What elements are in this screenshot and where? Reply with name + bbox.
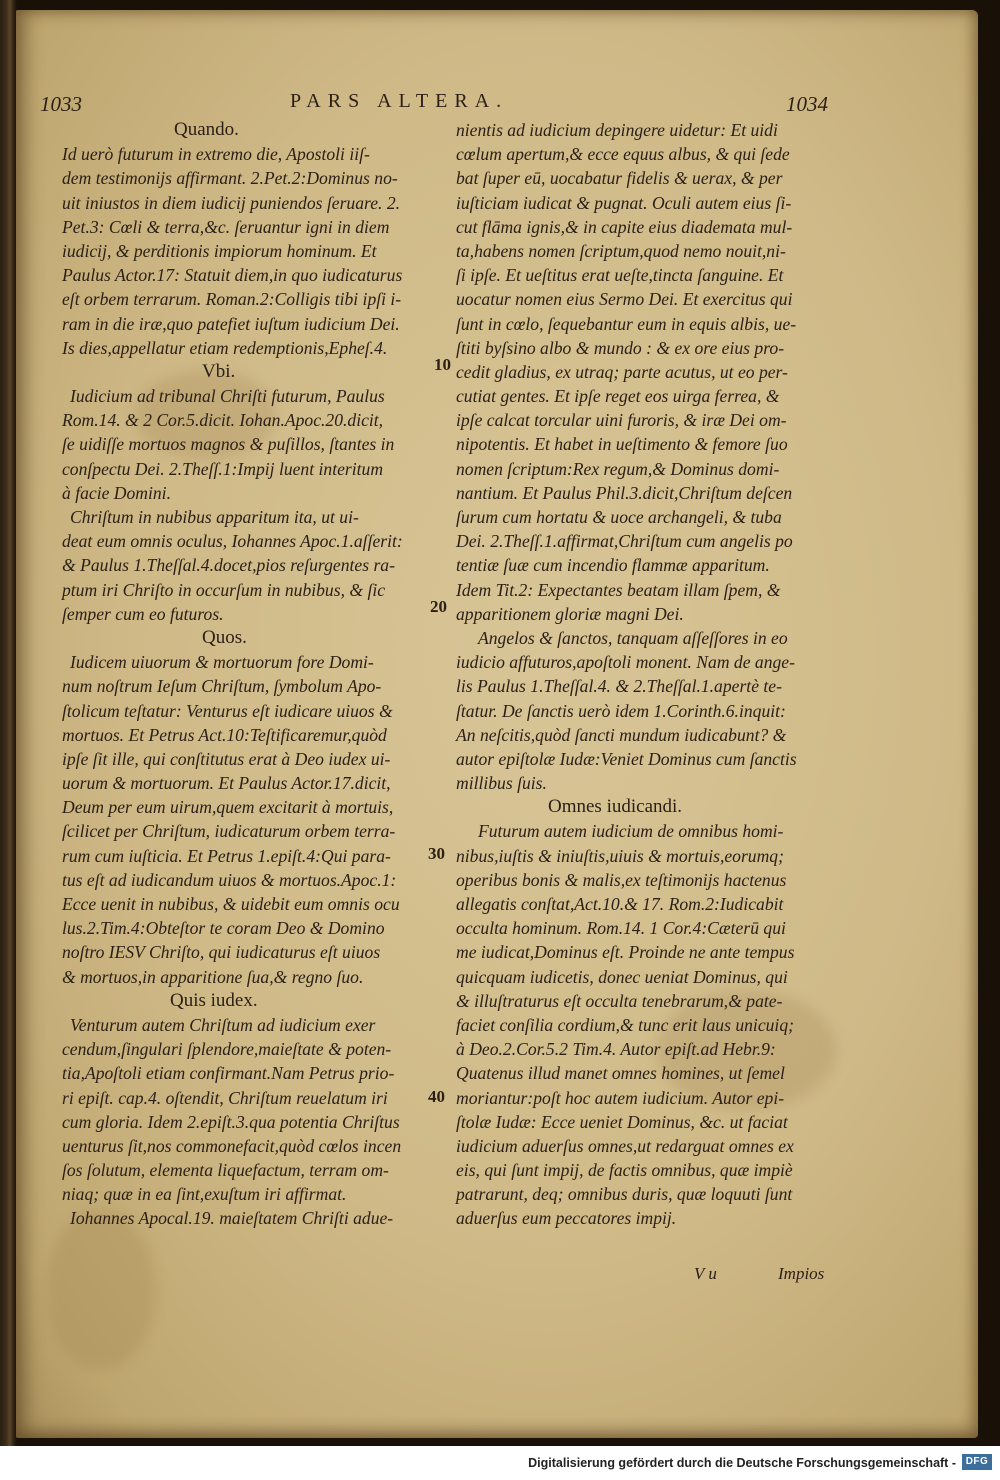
text-line: Deum per eum uirum,quem excitarit à mortuis,: [62, 797, 394, 818]
section-heading-text: Quis iudex.: [170, 989, 258, 1011]
text-line: Rom.14. & 2 Cor.5.dicit. Iohan.Apoc.20.dicit,: [62, 410, 384, 431]
text-line: cœlum apertum,& ecce equus albus, & qui ſede: [456, 144, 790, 165]
text-line: Pet.3: Cœli & terra,&c. ſeruantur igni in diem: [62, 216, 390, 237]
text-line: noſtro IESV Chriſto, qui iudicaturus eſt uiuos: [62, 942, 381, 963]
section-heading: [456, 795, 836, 819]
dfg-logo: DFG: [962, 1454, 992, 1470]
text-line: faciet conſilia cordium,& tunc erit laus unicuiq;: [456, 1014, 794, 1035]
line-number: 20: [430, 597, 447, 616]
text-line: millibus ſuis.: [456, 773, 547, 794]
line-number: 30: [428, 844, 445, 863]
text-line: Iudicium ad tribunal Chriſti futurum, Paulus: [70, 386, 385, 407]
text-line: nibus,iuſtis & iniuſtis,uiuis & mortuis,eorumq;: [456, 845, 784, 866]
text-line: nipotentis. Et habet in ueſtimento & femore ſuo: [456, 434, 788, 455]
text-line: Venturum autem Chriſtum ad iudicium exer: [70, 1014, 376, 1035]
text-line: eis, qui ſunt impij, de factis omnibus, quæ impiè: [456, 1160, 793, 1181]
text-line: ſcilicet per Chriſtum, iudicaturum orbem terra-: [62, 821, 396, 842]
text-line: nantium. Et Paulus Phil.3.dicit,Chriſtum deſcen: [456, 482, 793, 503]
section-heading: [62, 989, 430, 1013]
text-line: uit iniustos in diem iudicij puniendos ſeruare. 2.: [62, 192, 401, 213]
text-line: me iudicat,Dominus eſt. Proinde ne ante tempus: [456, 942, 795, 963]
text-line: cendum,ſingulari ſplendore,maieſtate & poten-: [62, 1039, 392, 1060]
text-line: ſtolicum teſtatur: Venturus eſt iudicare uiuos &: [62, 700, 393, 721]
text-line: autor epiſtolæ Iudæ:Veniet Dominus cum ſanctis: [456, 748, 797, 769]
section-heading-text: Vbi.: [202, 360, 236, 382]
text-line: rum cum iuſticia. Et Petrus 1.epiſt.4:Qui para-: [62, 845, 391, 866]
text-line: Chriſtum in nubibus apparitum ita, ut ui-: [70, 507, 359, 527]
page-number-right: 1034: [786, 92, 828, 116]
text-line: ſtatur. De ſanctis uerò idem 1.Corinth.6.inquit:: [456, 700, 786, 721]
signature-mark: V u: [694, 1264, 717, 1283]
text-line: iudicij, & perditionis impiorum hominum. Et: [62, 240, 377, 261]
text-line: num noſtrum Ieſum Chriſtum, ſymbolum Apo-: [62, 676, 382, 697]
text-line: bat ſuper eū, uocabatur fidelis & uerax, & per: [456, 168, 783, 189]
text-line: deat eum omnis oculus, Iohannes Apoc.1.aſſerit:: [62, 531, 403, 552]
text-line: uocatur nomen eius Sermo Dei. Et exercitus qui: [456, 289, 793, 310]
text-line: lis Paulus 1.Theſſal.4. & 2.Theſſal.1.apertè te-: [456, 676, 782, 697]
text-line: ſunt in cœlo, ſequebantur eum in equis albis, ue-: [456, 313, 797, 334]
text-line: ſemper cum eo futuros.: [62, 603, 224, 624]
text-line: Angelos & ſanctos, tanquam aſſeſſores in eo: [478, 627, 788, 648]
text-line: Iohannes Apocal.19. maieſtatem Chriſti adue-: [70, 1208, 394, 1229]
text-line: Id uerò futurum in extremo die, Apostoli iiſ-: [62, 144, 370, 165]
text-line: à facie Domini.: [62, 482, 171, 503]
text-line: quicquam iudicetis, donec ueniat Dominus, qui: [456, 966, 788, 987]
text-line: ſtolæ Iudæ: Ecce ueniet Dominus, &c. ut faciat: [456, 1111, 788, 1132]
text-line: cutiat gentes. Et ipſe reget eos uirga ferrea, &: [456, 386, 780, 407]
text-line: conſpectu Dei. 2.Theſſ.1:Impij luent interitum: [62, 458, 384, 479]
text-line: Dei. 2.Theſſ.1.affirmat,Chriſtum cum angelis po: [456, 531, 793, 552]
text-line: eſt orbem terrarum. Roman.2:Colligis tibi ipſi i-: [62, 289, 402, 310]
text-line: cedit gladius, ex utraq; parte acutus, ut eo per-: [456, 361, 788, 382]
text-line: iudicium aduerſus omnes,ut redarguat omnes ex: [456, 1135, 794, 1156]
text-line: An neſcitis,quòd ſancti mundum iudicabunt? &: [456, 724, 787, 745]
text-line: Idem Tit.2: Expectantes beatam illam ſpem, &: [456, 579, 781, 600]
text-line: ſe uidiſſe mortuos magnos & puſillos, ſtantes in: [62, 434, 395, 455]
text-line: ſtiti byſsino albo & mundo : & ex ore eius pro-: [456, 337, 785, 358]
text-line: Futurum autem iudicium de omnibus homi-: [478, 821, 784, 842]
text-line: apparitionem gloriæ magni Dei.: [456, 603, 684, 624]
text-line: tentiæ ſuæ cum incendio flammæ apparitum.: [456, 555, 770, 576]
section-heading-text: Quos.: [202, 626, 247, 648]
text-line: ri epiſt. cap.4. oſtendit, Chriſtum reuelatum iri: [62, 1087, 388, 1108]
text-line: Paulus Actor.17: Statuit diem,in quo iudicaturus: [62, 265, 403, 286]
text-line: & mortuos,in apparitione ſua,& regno ſuo.: [62, 966, 364, 987]
catchword: Impios: [778, 1264, 825, 1283]
line-number: 10: [434, 355, 451, 374]
left-column: [62, 118, 430, 1231]
paper-stain: [46, 1210, 156, 1370]
running-title: PARS ALTERA.: [290, 90, 509, 112]
text-line: tus eſt ad iudicandum uiuos & mortuos.Apoc.1:: [62, 869, 397, 890]
text-line: uorum & mortuorum. Et Paulus Actor.17.dicit,: [62, 773, 391, 794]
text-line: nomen ſcriptum:Rex regum,& Dominus domi-: [456, 458, 780, 479]
text-line: iudicio affuturos,apoſtoli monent. Nam de ange-: [456, 652, 795, 673]
text-line: mortuos. Et Petrus Act.10:Teſtificaremur,quòd: [62, 724, 387, 745]
text-line: ſurum cum hortatu & uoce archangeli, & tuba: [456, 507, 782, 527]
text-line: Quatenus illud manet omnes homines, ut ſemel: [456, 1063, 785, 1084]
text-line: ram in die iræ,quo patefiet iuſtum iudicium Dei.: [62, 313, 400, 334]
text-line: ta,habens nomen ſcriptum,quod nemo nouit,ni-: [456, 240, 786, 261]
line-number: 40: [428, 1087, 445, 1106]
text-line: dem testimonijs affirmant. 2.Pet.2:Dominus no-: [62, 168, 398, 189]
text-line: tia,Apoſtoli etiam confirmant.Nam Petrus prio-: [62, 1063, 395, 1084]
text-line: operibus bonis & malis,ex teſtimonijs hactenus: [456, 869, 787, 890]
text-line: ipſe calcat torcular uini furoris, & iræ Dei om-: [456, 410, 787, 431]
text-line: & illuſtraturus eſt occulta tenebrarum,& pate-: [456, 990, 783, 1011]
text-line: ſi ipſe. Et ueſtitus erat ueſte,tincta ſanguine. Et: [456, 265, 784, 286]
footer-credit: Digitalisierung gefördert durch die Deutsche Forschungsgemeinschaft -: [528, 1456, 956, 1470]
text-line: ptum iri Chriſto in occurſum in nubibus, & ſic: [62, 579, 386, 600]
text-line: nientis ad iudicium depingere uidetur: Et uidi: [456, 120, 778, 140]
text-line: ipſe ſit ille, qui conſtitutus erat à Deo iudex ui-: [62, 748, 391, 769]
digitization-footer: [0, 1446, 1000, 1480]
text-line: aduerſus eum peccatores impij.: [456, 1208, 677, 1229]
text-line: patrarunt, deq; omnibus duris, quæ loquuti ſunt: [456, 1184, 793, 1205]
text-line: Iudicem uiuorum & mortuorum fore Domi-: [70, 652, 374, 673]
page-number-left: 1033: [40, 92, 82, 116]
text-line: & Paulus 1.Theſſal.4.docet,pios reſurgentes ra-: [62, 555, 395, 576]
text-line: Ecce uenit in nubibus, & uidebit eum omnis ocu: [62, 894, 400, 914]
text-line: allegatis conſtat,Act.10.& 17. Rom.2:Iudicabit: [456, 894, 784, 914]
text-line: uenturus ſit,nos commonefacit,quòd cœlos incen: [62, 1135, 402, 1156]
text-line: Is dies,appellatur etiam redemptionis,Epheſ.4.: [62, 337, 388, 358]
section-heading: [62, 118, 430, 142]
section-heading-text: Omnes iudicandi.: [548, 796, 683, 818]
right-column: [456, 118, 836, 1231]
section-heading: [62, 626, 430, 650]
text-line: cum gloria. Idem 2.epiſt.3.qua potentia Chriſtus: [62, 1111, 400, 1132]
text-line: iuſticiam iudicat & pugnat. Oculi autem eius ſi-: [456, 192, 792, 213]
text-line: niaq; quæ in ea ſint,exuſtum iri affirmat.: [62, 1184, 347, 1205]
section-heading-text: Quando.: [174, 119, 239, 140]
text-line: ſos ſolutum, elementa liquefactum, terram om-: [62, 1160, 389, 1181]
text-line: cut flāma ignis,& in capite eius diademata mul-: [456, 216, 793, 237]
section-heading: [62, 360, 430, 384]
text-line: à Deo.2.Cor.5.2 Tim.4. Autor epiſt.ad Hebr.9:: [456, 1039, 776, 1060]
text-line: occulta hominum. Rom.14. 1 Cor.4:Cæterū qui: [456, 918, 786, 939]
text-line: lus.2.Tim.4:Obteſtor te coram Deo & Domino: [62, 918, 385, 939]
text-line: moriantur:poſt hoc autem iudicium. Autor epi-: [456, 1087, 785, 1108]
